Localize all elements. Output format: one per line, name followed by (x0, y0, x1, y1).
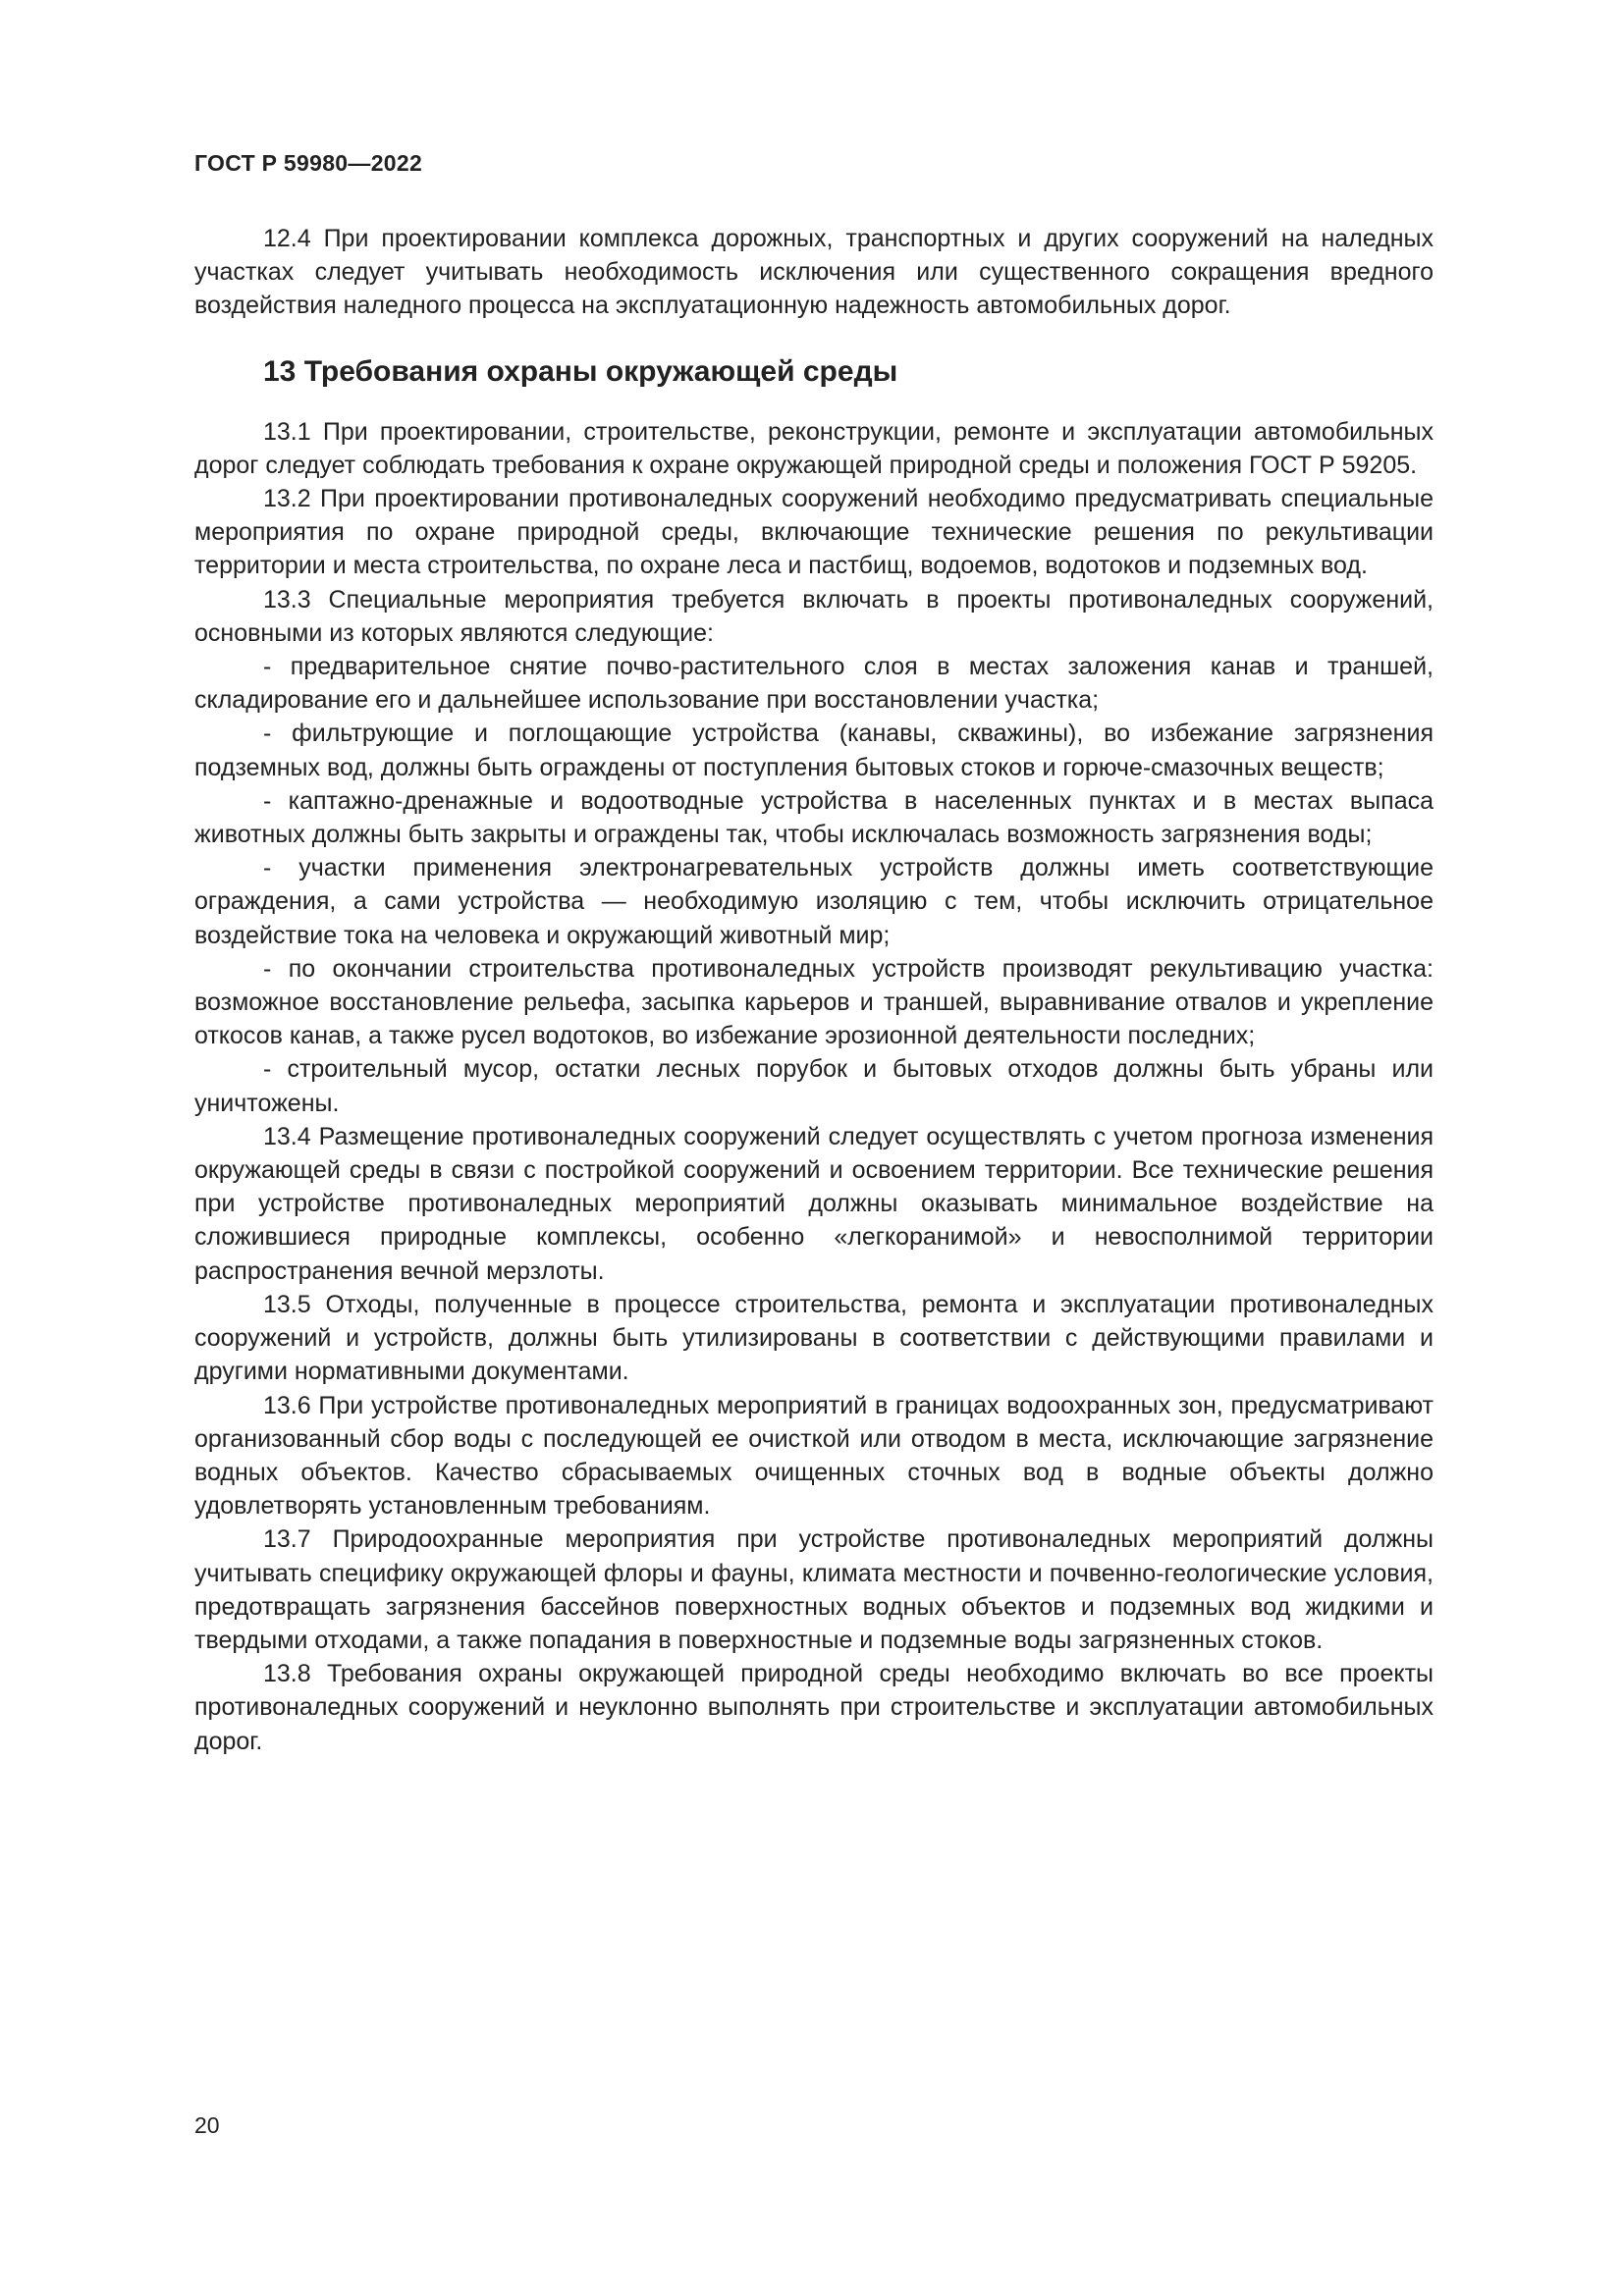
list-item: - участки применения электронагревательных устройств должны иметь соответствующие ограждения, а сами устройства — необходимую изоляцию с тем, чтобы исключить отрицательное воздействие тока на человека и окружающий животный мир; (194, 854, 1434, 949)
page-number: 20 (194, 2112, 220, 2138)
paragraph-13-8: 13.8 Требования охраны окружающей природной среды необходимо включать во все проекты противоналедных сооружений и неуклонно выполнять при строительстве и эксплуатации автомобильных дорог. (194, 1660, 1434, 1755)
list-item: - каптажно-дренажные и водоотводные устройства в населенных пунктах и в местах выпаса животных должны быть закрыты и ограждены так, чтобы исключалась возможность загрязнения воды; (194, 786, 1434, 849)
document-code-header: ГОСТ Р 59980—2022 (194, 150, 423, 176)
paragraph-13-1: 13.1 При проектировании, строительстве, реконструкции, ремонте и эксплуатации автомобильных дорог следует соблюдать требования к охране окружающей природной среды и положения ГОСТ Р 59205. (194, 417, 1434, 479)
paragraph-12-4: 12.4 При проектировании комплекса дорожных, транспортных и других сооружений на наледных участках следует учитывать необходимость исключения или существенного сокращения вредного воздействия наледного процесса на эксплуатационную надежность автомобильных дорог. (194, 225, 1434, 320)
paragraph-13-5: 13.5 Отходы, полученные в процессе строительства, ремонта и эксплуатации противоналедных сооружений и устройств, должны быть утилизированы в соответствии с действующими правилами и другими нормативными документами. (194, 1290, 1434, 1386)
list-item: - фильтрующие и поглощающие устройства (канавы, скважины), во избежание загрязнения подземных вод, должны быть ограждены от поступления бытовых стоков и горюче-смазочных веществ; (194, 720, 1434, 781)
paragraph-13-3: 13.3 Специальные мероприятия требуется включать в проекты противоналедных сооружений, основными из которых являются следующие: (194, 585, 1434, 647)
paragraph-13-7: 13.7 Природоохранные мероприятия при устройстве противоналедных мероприятий должны учитывать специфику окружающей флоры и фауны, климата местности и почвенно-геологические условия, предотвращать загрязнения бассейнов поверхностных водных объектов и подземных вод жидкими и твердыми отходами, а также попадания в поверхностные и подземные воды загрязненных стоков. (194, 1525, 1434, 1654)
paragraph-13-2: 13.2 При проектировании противоналедных сооружений необходимо предусматривать специальные мероприятия по охране природной среды, включающие технические решения по рекультивации территории и места строительства, по охране леса и пастбищ, водоемов, водотоков и подземных вод. (194, 485, 1434, 580)
paragraph-13-4: 13.4 Размещение противоналедных сооружений следует осуществлять с учетом прогноза изменения окружающей среды в связи с постройкой сооружений и освоением территории. Все технические решения при устройстве противоналедных мероприятий должны оказывать минимальное воздействие на сложившиеся природные комплексы, особенно «легкоранимой» и невосполнимой территории распространения вечной мерзлоты. (194, 1122, 1434, 1285)
list-item: - предварительное снятие почво-растительного слоя в местах заложения канав и траншей, складирование его и дальнейшее использование при восстановлении участка; (194, 653, 1434, 715)
section-title: 13 Требования охраны окружающей среды (263, 354, 898, 388)
document-body (194, 222, 1434, 1758)
list-item: - по окончании строительства противоналедных устройств производят рекультивацию участка: возможное восстановление рельефа, засыпка карьеров и траншей, выравнивание отвалов и укрепление откосов канав, а также русел водотоков, во избежание эрозионной деятельности последних; (194, 954, 1434, 1050)
paragraph-13-6: 13.6 При устройстве противоналедных мероприятий в границах водоохранных зон, предусматривают организованный сбор воды с последующей ее очисткой или отводом в места, исключающие загрязнение водных объектов. Качество сбрасываемых очищенных сточных вод в водные объекты должно удовлетворять установленным требованиям. (194, 1391, 1434, 1521)
list-item: - строительный мусор, остатки лесных порубок и бытовых отходов должны быть убраны или уничтожены. (194, 1055, 1434, 1117)
